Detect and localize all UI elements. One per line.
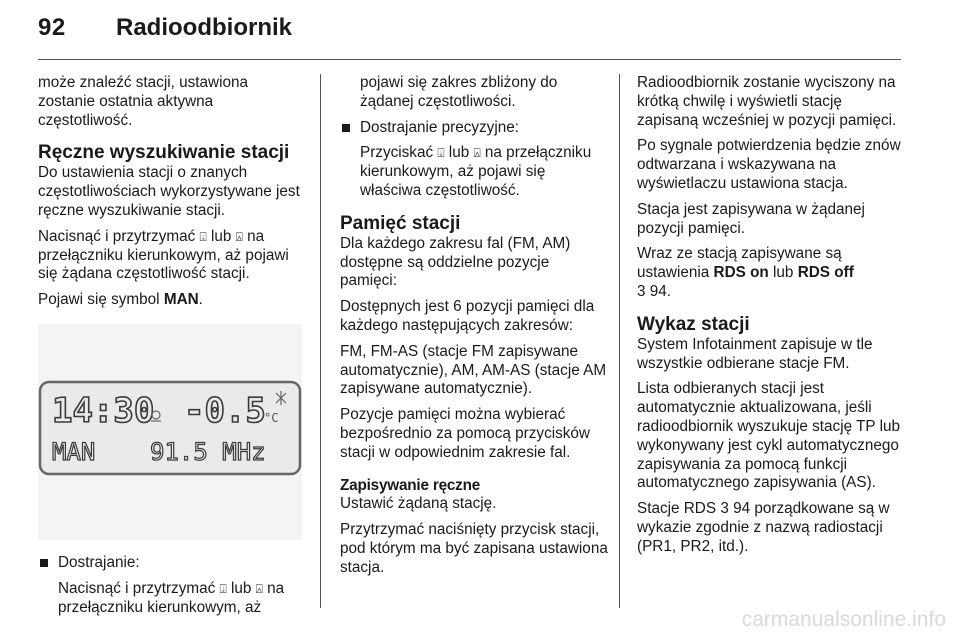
page-reference: 94.	[649, 282, 672, 300]
page-reference: 94	[733, 500, 751, 518]
down-arrow-icon: ⍗	[219, 581, 227, 596]
lcd-display	[38, 324, 302, 540]
bullet-title: Dostrajanie:	[58, 553, 140, 571]
text: lub	[448, 144, 470, 162]
paragraph: Dla każdego zakresu fal (FM, AM) dostępne są oddzielne pozycje pamięci:	[340, 234, 571, 290]
radio-display-illustration	[38, 324, 302, 540]
column-divider-2	[619, 74, 620, 608]
lcd-temperature: -0.5	[184, 390, 266, 431]
paragraph: Dostępnych jest 6 pozycji pamięci dla każdego następujących zakresów:	[340, 298, 595, 334]
header-divider	[38, 59, 901, 60]
text: porządkowane są w wykazie zgodnie z nazwą radiostacji (PR1, PR2, itd.).	[637, 500, 890, 555]
page-number: 92	[38, 14, 66, 41]
text: lub	[773, 264, 794, 282]
column-3	[637, 74, 905, 564]
text: Stacje RDS	[637, 500, 717, 518]
bullet-title: Dostrajanie precyzyjne:	[360, 118, 519, 136]
lcd-time: 14:30	[52, 390, 155, 431]
rds-off-label: RDS off	[797, 264, 854, 282]
lcd-frequency: 91.5 MHz	[150, 437, 266, 466]
up-arrow-icon: ⍓	[235, 229, 243, 244]
paragraph: Lista odbieranych stacji jest automatycznie aktualizowana, jeśli radioodbiornik wyszukuje stację TP lub wykonywany jest cykl automatycznego zapisywania za pomocą funkcji automatycznego zapisywania (AS).	[637, 380, 901, 492]
bullet-tuning	[38, 554, 306, 573]
text: lub	[230, 579, 252, 597]
column-divider-1	[320, 74, 321, 608]
text: Nacisnąć i przytrzymać	[58, 579, 216, 597]
text: Nacisnąć i przytrzymać	[38, 227, 196, 245]
text: na przełączniku kierunkowym, aż pojawi się żądana częstotliwość stacji.	[38, 227, 289, 283]
paragraph: Po sygnale potwierdzenia będzie znów odtwarzana i wskazywana na wyświetlaczu ustawiona stacja.	[637, 137, 901, 192]
column-2	[340, 74, 610, 585]
paragraph	[38, 580, 306, 618]
text: na przełączniku kierunkowym, aż	[58, 579, 285, 616]
section-heading-station-memory: Pamięć stacji	[340, 212, 461, 234]
text: lub	[210, 227, 232, 245]
paragraph: Stacja jest zapisywana w żądanej pozycji pamięci.	[637, 200, 865, 237]
up-arrow-icon: ⍓	[473, 146, 481, 161]
rds-on-label: RDS on	[713, 264, 769, 282]
paragraph	[38, 228, 306, 284]
text: Przyciskać	[360, 144, 434, 162]
paragraph: Ustawić żądaną stację.	[340, 495, 497, 513]
section-heading-manual-search: Ręczne wyszukiwanie stacji	[38, 142, 290, 164]
bullet-square-icon	[342, 124, 350, 132]
section-heading-station-list: Wykaz stacji	[637, 313, 750, 335]
column-1	[38, 74, 306, 624]
reference-arrow-icon: 3	[637, 282, 646, 300]
lcd-temp-unit: °C	[264, 410, 279, 425]
paragraph	[637, 500, 905, 556]
paragraph: może znaleźć stacji, ustawiona zostanie ostatnia aktywna częstotliwość.	[38, 74, 249, 129]
paragraph	[637, 245, 905, 301]
paragraph: System Infotainment zapisuje w tle wszystkie odbierane stacje FM.	[637, 335, 873, 372]
bullet-square-icon	[40, 559, 48, 567]
text: na przełączniku kierunkowym, aż pojawi się właściwa częstotliwość.	[360, 144, 592, 199]
text: .	[198, 291, 203, 309]
watermark: carmanualsonline.info	[741, 608, 946, 631]
paragraph: Do ustawienia stacji o znanych częstotliwościach wykorzystywane jest ręczne wyszukiwanie stacji.	[38, 164, 300, 219]
text: Pojawi się symbol	[38, 291, 160, 309]
bullet-fine-tuning	[340, 119, 610, 138]
cross-reference-link[interactable]	[637, 283, 671, 300]
paragraph	[38, 291, 306, 310]
cross-reference-link[interactable]	[720, 500, 750, 517]
paragraph: pojawi się zakres zbliżony do żądanej częstotliwości.	[360, 74, 558, 110]
man-label: MAN	[163, 291, 199, 309]
up-arrow-icon: ⍓	[255, 581, 263, 596]
paragraph: Przytrzymać naciśnięty przycisk stacji, pod którym ma być zapisana ustawiona stacja.	[340, 521, 608, 576]
down-arrow-icon: ⍗	[437, 146, 445, 161]
lcd-mode: MAN	[52, 437, 96, 466]
reference-arrow-icon: 3	[720, 500, 729, 518]
subheading-manual-save: Zapisywanie ręczne	[340, 476, 481, 494]
down-arrow-icon: ⍗	[199, 229, 207, 244]
paragraph: FM, FM-AS (stacje FM zapisywane automatycznie), AM, AM-AS (stacje AM zapisywane automatycznie).	[340, 342, 607, 398]
paragraph	[340, 144, 610, 200]
text: Wraz ze stacją zapisywane są ustawienia	[637, 245, 842, 282]
paragraph: Pozycje pamięci można wybierać bezpośrednio za pomocą przycisków stacji w odpowiednim zakresie fal.	[340, 406, 590, 461]
chapter-title: Radioodbiornik	[116, 14, 292, 41]
paragraph: Radioodbiornik zostanie wyciszony na krótką chwilę i wyświetli stację zapisaną wcześniej w pozycji pamięci.	[637, 74, 897, 129]
